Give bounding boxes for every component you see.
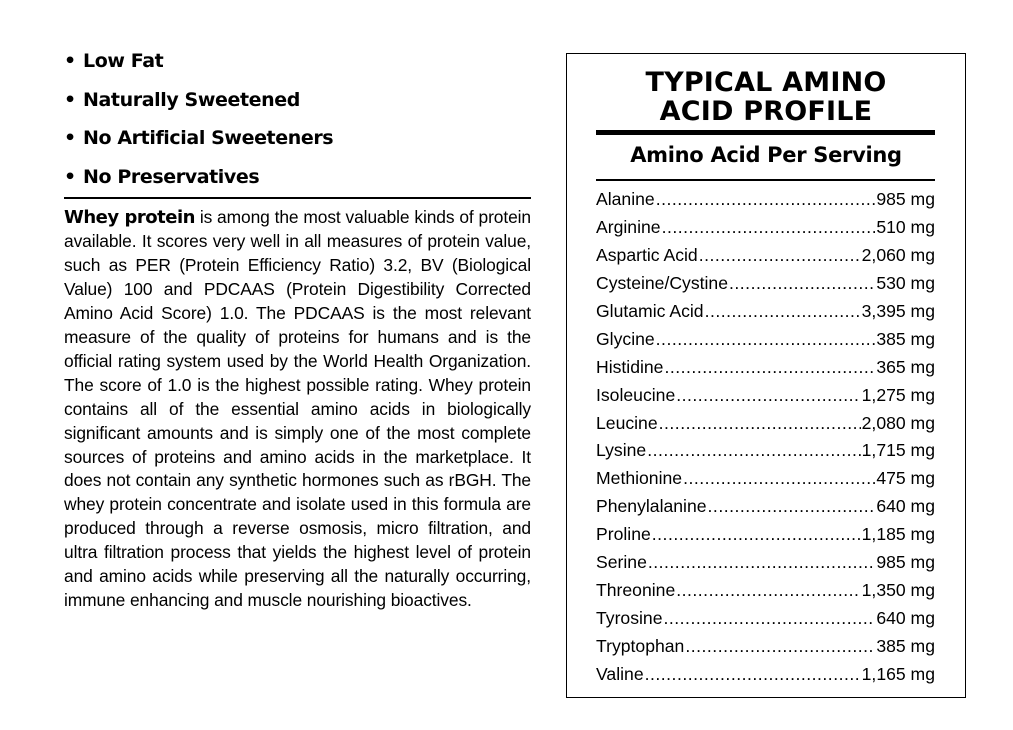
amino-acid-row bbox=[596, 354, 935, 382]
subtitle-divider bbox=[596, 179, 935, 181]
amino-acid-amount: 2,080 mg bbox=[861, 412, 935, 433]
amino-acid-amount: 640 mg bbox=[876, 496, 935, 517]
feature-bullet: • Naturally Sweetened bbox=[64, 85, 531, 124]
amino-acid-amount: 985 mg bbox=[876, 552, 935, 573]
amino-acid-row bbox=[596, 633, 935, 661]
amino-acid-name: Glycine bbox=[596, 328, 655, 349]
amino-acid-amount: 1,350 mg bbox=[861, 580, 935, 601]
dot-leader bbox=[662, 214, 876, 241]
amino-acid-amount: 385 mg bbox=[876, 328, 935, 349]
description-lead: Whey protein bbox=[64, 207, 195, 228]
amino-acid-name: Tryptophan bbox=[596, 636, 685, 656]
profile-title: TYPICAL AMINO ACID PROFILE bbox=[645, 67, 887, 127]
dot-leader bbox=[659, 410, 861, 437]
amino-acid-amount: 1,185 mg bbox=[861, 524, 935, 545]
amino-acid-list bbox=[596, 186, 935, 689]
dot-leader bbox=[647, 437, 860, 464]
amino-acid-row bbox=[596, 186, 935, 214]
amino-acid-name: Methionine bbox=[596, 468, 683, 489]
amino-acid-row bbox=[596, 661, 935, 689]
dot-leader bbox=[645, 661, 861, 688]
dot-leader bbox=[656, 186, 876, 213]
amino-acid-name: Glutamic Acid bbox=[596, 300, 704, 321]
amino-acid-amount: 1,165 mg bbox=[861, 663, 935, 684]
amino-acid-name: Cysteine/Cystine bbox=[596, 272, 729, 293]
amino-acid-amount: 640 mg bbox=[876, 608, 935, 629]
amino-acid-name: Lysine bbox=[596, 440, 647, 461]
amino-acid-name: Serine bbox=[596, 552, 647, 573]
amino-acid-name: Isoleucine bbox=[596, 384, 676, 405]
amino-acid-row bbox=[596, 410, 935, 438]
amino-acid-amount: 510 mg bbox=[876, 216, 935, 237]
section-divider bbox=[64, 197, 531, 199]
amino-acid-name: Valine bbox=[596, 663, 644, 684]
feature-bullet: • Low Fat bbox=[64, 46, 531, 85]
dot-leader bbox=[708, 493, 876, 520]
amino-acid-row bbox=[596, 493, 935, 521]
amino-acid-row bbox=[596, 270, 935, 298]
bullet-icon: • bbox=[64, 127, 76, 149]
amino-acid-name: Phenylalanine bbox=[596, 496, 707, 517]
amino-acid-row bbox=[596, 577, 935, 605]
dot-leader bbox=[683, 465, 875, 492]
amino-acid-row bbox=[596, 382, 935, 410]
amino-acid-row bbox=[596, 465, 935, 493]
amino-acid-name: Threonine bbox=[596, 580, 676, 601]
feature-bullet: • No Artificial Sweeteners bbox=[64, 123, 531, 162]
dot-leader bbox=[652, 521, 861, 548]
whey-protein-description bbox=[64, 206, 531, 613]
amino-acid-amount: 365 mg bbox=[876, 356, 935, 377]
amino-acid-name: Aspartic Acid bbox=[596, 244, 698, 265]
amino-acid-profile-panel bbox=[566, 53, 966, 698]
feature-bullet-list bbox=[64, 46, 531, 200]
dot-leader bbox=[676, 577, 860, 604]
amino-acid-name: Leucine bbox=[596, 412, 658, 433]
amino-acid-amount: 2,060 mg bbox=[861, 244, 935, 265]
bullet-icon: • bbox=[64, 50, 76, 72]
dot-leader bbox=[676, 382, 860, 409]
amino-acid-name: Alanine bbox=[596, 189, 655, 209]
amino-acid-row bbox=[596, 437, 935, 465]
amino-acid-amount: 385 mg bbox=[876, 636, 935, 656]
amino-acid-name: Proline bbox=[596, 524, 651, 545]
bullet-icon: • bbox=[64, 165, 76, 188]
feature-bullet: • No Preservatives bbox=[64, 162, 531, 201]
amino-acid-name: Arginine bbox=[596, 216, 661, 237]
amino-acid-row bbox=[596, 521, 935, 549]
dot-leader bbox=[664, 354, 875, 381]
bullet-icon: • bbox=[64, 88, 76, 111]
amino-acid-amount: 475 mg bbox=[876, 468, 935, 489]
amino-acid-row bbox=[596, 298, 935, 326]
amino-acid-name: Tyrosine bbox=[596, 608, 663, 629]
dot-leader bbox=[705, 298, 861, 325]
amino-acid-amount: 1,715 mg bbox=[861, 440, 935, 461]
amino-acid-amount: 985 mg bbox=[876, 189, 935, 209]
amino-acid-name: Histidine bbox=[596, 356, 664, 377]
title-divider bbox=[596, 130, 935, 135]
dot-leader bbox=[699, 242, 861, 269]
feature-bullets-section bbox=[64, 46, 531, 200]
dot-leader bbox=[664, 605, 876, 632]
dot-leader bbox=[685, 633, 875, 660]
profile-subtitle: Amino Acid Per Serving bbox=[630, 143, 902, 167]
amino-acid-row bbox=[596, 549, 935, 577]
dot-leader bbox=[648, 549, 875, 576]
amino-acid-row bbox=[596, 214, 935, 242]
dot-leader bbox=[729, 270, 875, 297]
amino-acid-row bbox=[596, 242, 935, 270]
amino-acid-amount: 3,395 mg bbox=[861, 300, 935, 321]
description-text: is among the most valuable kinds of protein available. It scores very well in all measures of protein value, such as PER (Protein Efficiency Ratio) 3.2, BV (Biological Value) 100 and PDCAAS (Protein Digestibility Corrected Amino Acid Score) 1.0. The PDCAAS is the most relevant measure of the quality of proteins for humans and is the official rating system used by the World Health Organization. The score of 1.0 is the highest possible rating. Whey protein contains all of the essential amino acids in biologically significant amounts and is simply one of the most complete sources of proteins and amino acids in the marketplace. It does not contain any synthetic hormones such as rBGH. The whey protein concentrate and isolate used in this formula are produced through a reverse osmosis, micro filtration, and ultra filtration process that yields the highest level of protein and amino acids while preserving all the naturally occurring, immune enhancing and muscle nourishing bioactives. bbox=[64, 207, 531, 611]
amino-acid-amount: 1,275 mg bbox=[861, 384, 935, 405]
amino-acid-amount: 530 mg bbox=[876, 272, 935, 293]
dot-leader bbox=[656, 326, 876, 353]
amino-acid-row bbox=[596, 326, 935, 354]
amino-acid-row bbox=[596, 605, 935, 633]
